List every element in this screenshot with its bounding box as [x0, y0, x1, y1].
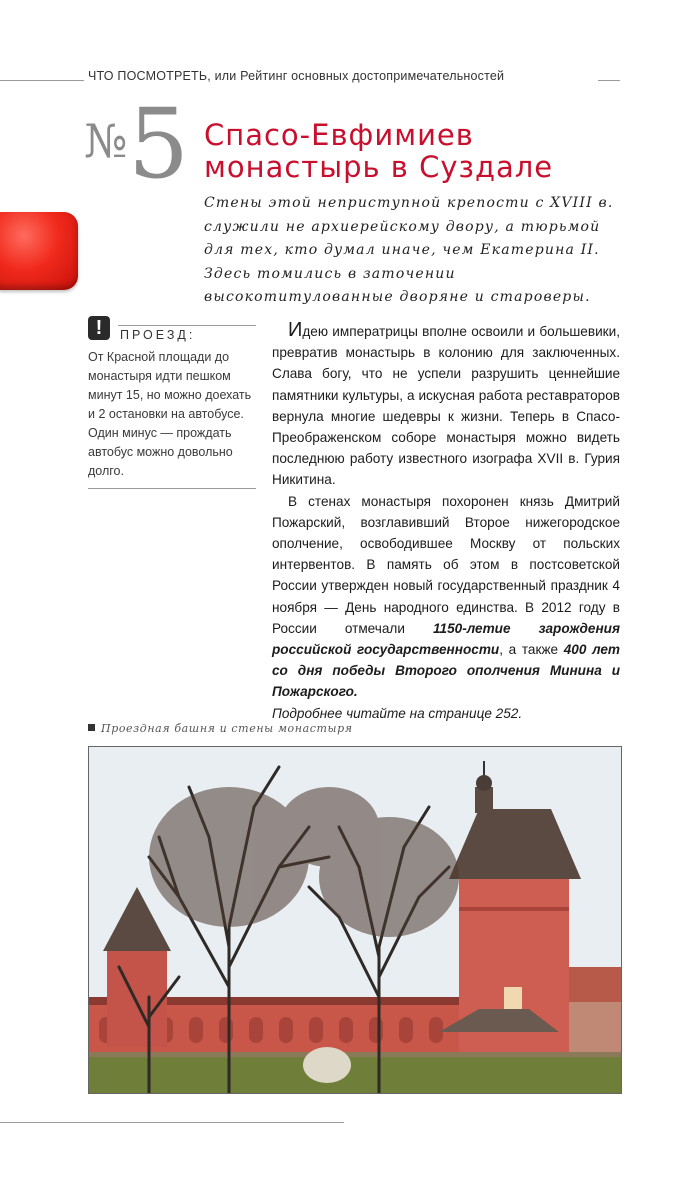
red-tab-marker [0, 212, 78, 290]
header-rule-end [598, 80, 620, 81]
paragraph-1-text: дею императрицы вполне освоили и большевики, превратив монастырь в колонию для заключенных. Слава богу, что не успели разрушить ценнейшие памятники культуры, а искусная работа реставраторов вернула многие шедевры к жизни. Теперь в Спасо-Преображенском соборе монастыря можно видеть последнюю работу известного изографа XVII в. Гурия Никитина. [272, 324, 620, 488]
caption-square-icon [88, 724, 95, 731]
main-column [272, 320, 620, 724]
paragraph-2-text-b: , а также [499, 642, 564, 658]
sidebar-rule [118, 325, 256, 326]
footer-rule [0, 1122, 344, 1123]
running-head [88, 69, 598, 83]
sidebar-text: От Красной площади до монастыря идти пешком минут 15, но можно доехать и 2 остановки на автобусе. Один минус — прождать автобус можно довольно долго. [88, 350, 252, 478]
lead-paragraph: Стены этой неприступной крепости с XVIII в. служили не архиерейскому двору, а тюрьмой для тех, кто думал иначе, чем Екатерина II. Здесь томились в заточении высокотитулованные дворяне и староверы. [204, 195, 614, 305]
running-head-section: ЧТО ПОСМОТРЕТЬ [88, 69, 208, 83]
monastery-photo [88, 746, 622, 1094]
highlight-1150: 1150-летие зарождения российской государственности [272, 620, 620, 658]
sidebar-label: ПРОЕЗД: [120, 328, 196, 342]
running-head-subtitle: , или Рейтинг основных достопримечательностей [207, 69, 505, 83]
corner-tower [107, 947, 167, 1047]
gate-icon-window [504, 987, 522, 1011]
header-rule [0, 80, 84, 81]
number-digit: 5 [128, 88, 190, 200]
paragraph-2-text-a: В стенах монастыря похоронен князь Дмитрий Пожарский, возглавивший Второе нижегородское ополчение, освободившее Москву от польских интервентов. В память об этом в постсоветской России утвержден новый государственный праздник 4 ноября — День народного единства. В 2012 году в России отмечали [272, 493, 620, 636]
page-title [204, 119, 624, 183]
title-line-1: Спасо-Евфимиев [204, 118, 474, 152]
exclamation-icon: ! [88, 316, 110, 340]
page-reference: Подробнее читайте на странице 252. [272, 705, 523, 721]
highlight-400: 400 лет со дня победы Второго ополчения Минина и Пожарского. [272, 642, 621, 700]
memorial-stone [303, 1047, 351, 1083]
paragraph-1 [272, 320, 620, 491]
sidebar-rule-bottom [88, 488, 256, 489]
paragraph-2 [272, 491, 620, 703]
tower-dome [476, 775, 492, 791]
caption-text: Проездная башня и стены монастыря [101, 722, 353, 735]
monastery-illustration [89, 747, 621, 1093]
photo-caption [88, 722, 353, 735]
drop-cap: И [288, 319, 303, 341]
title-line-2: монастырь в Суздале [204, 150, 554, 184]
number-sign: № [84, 114, 126, 168]
